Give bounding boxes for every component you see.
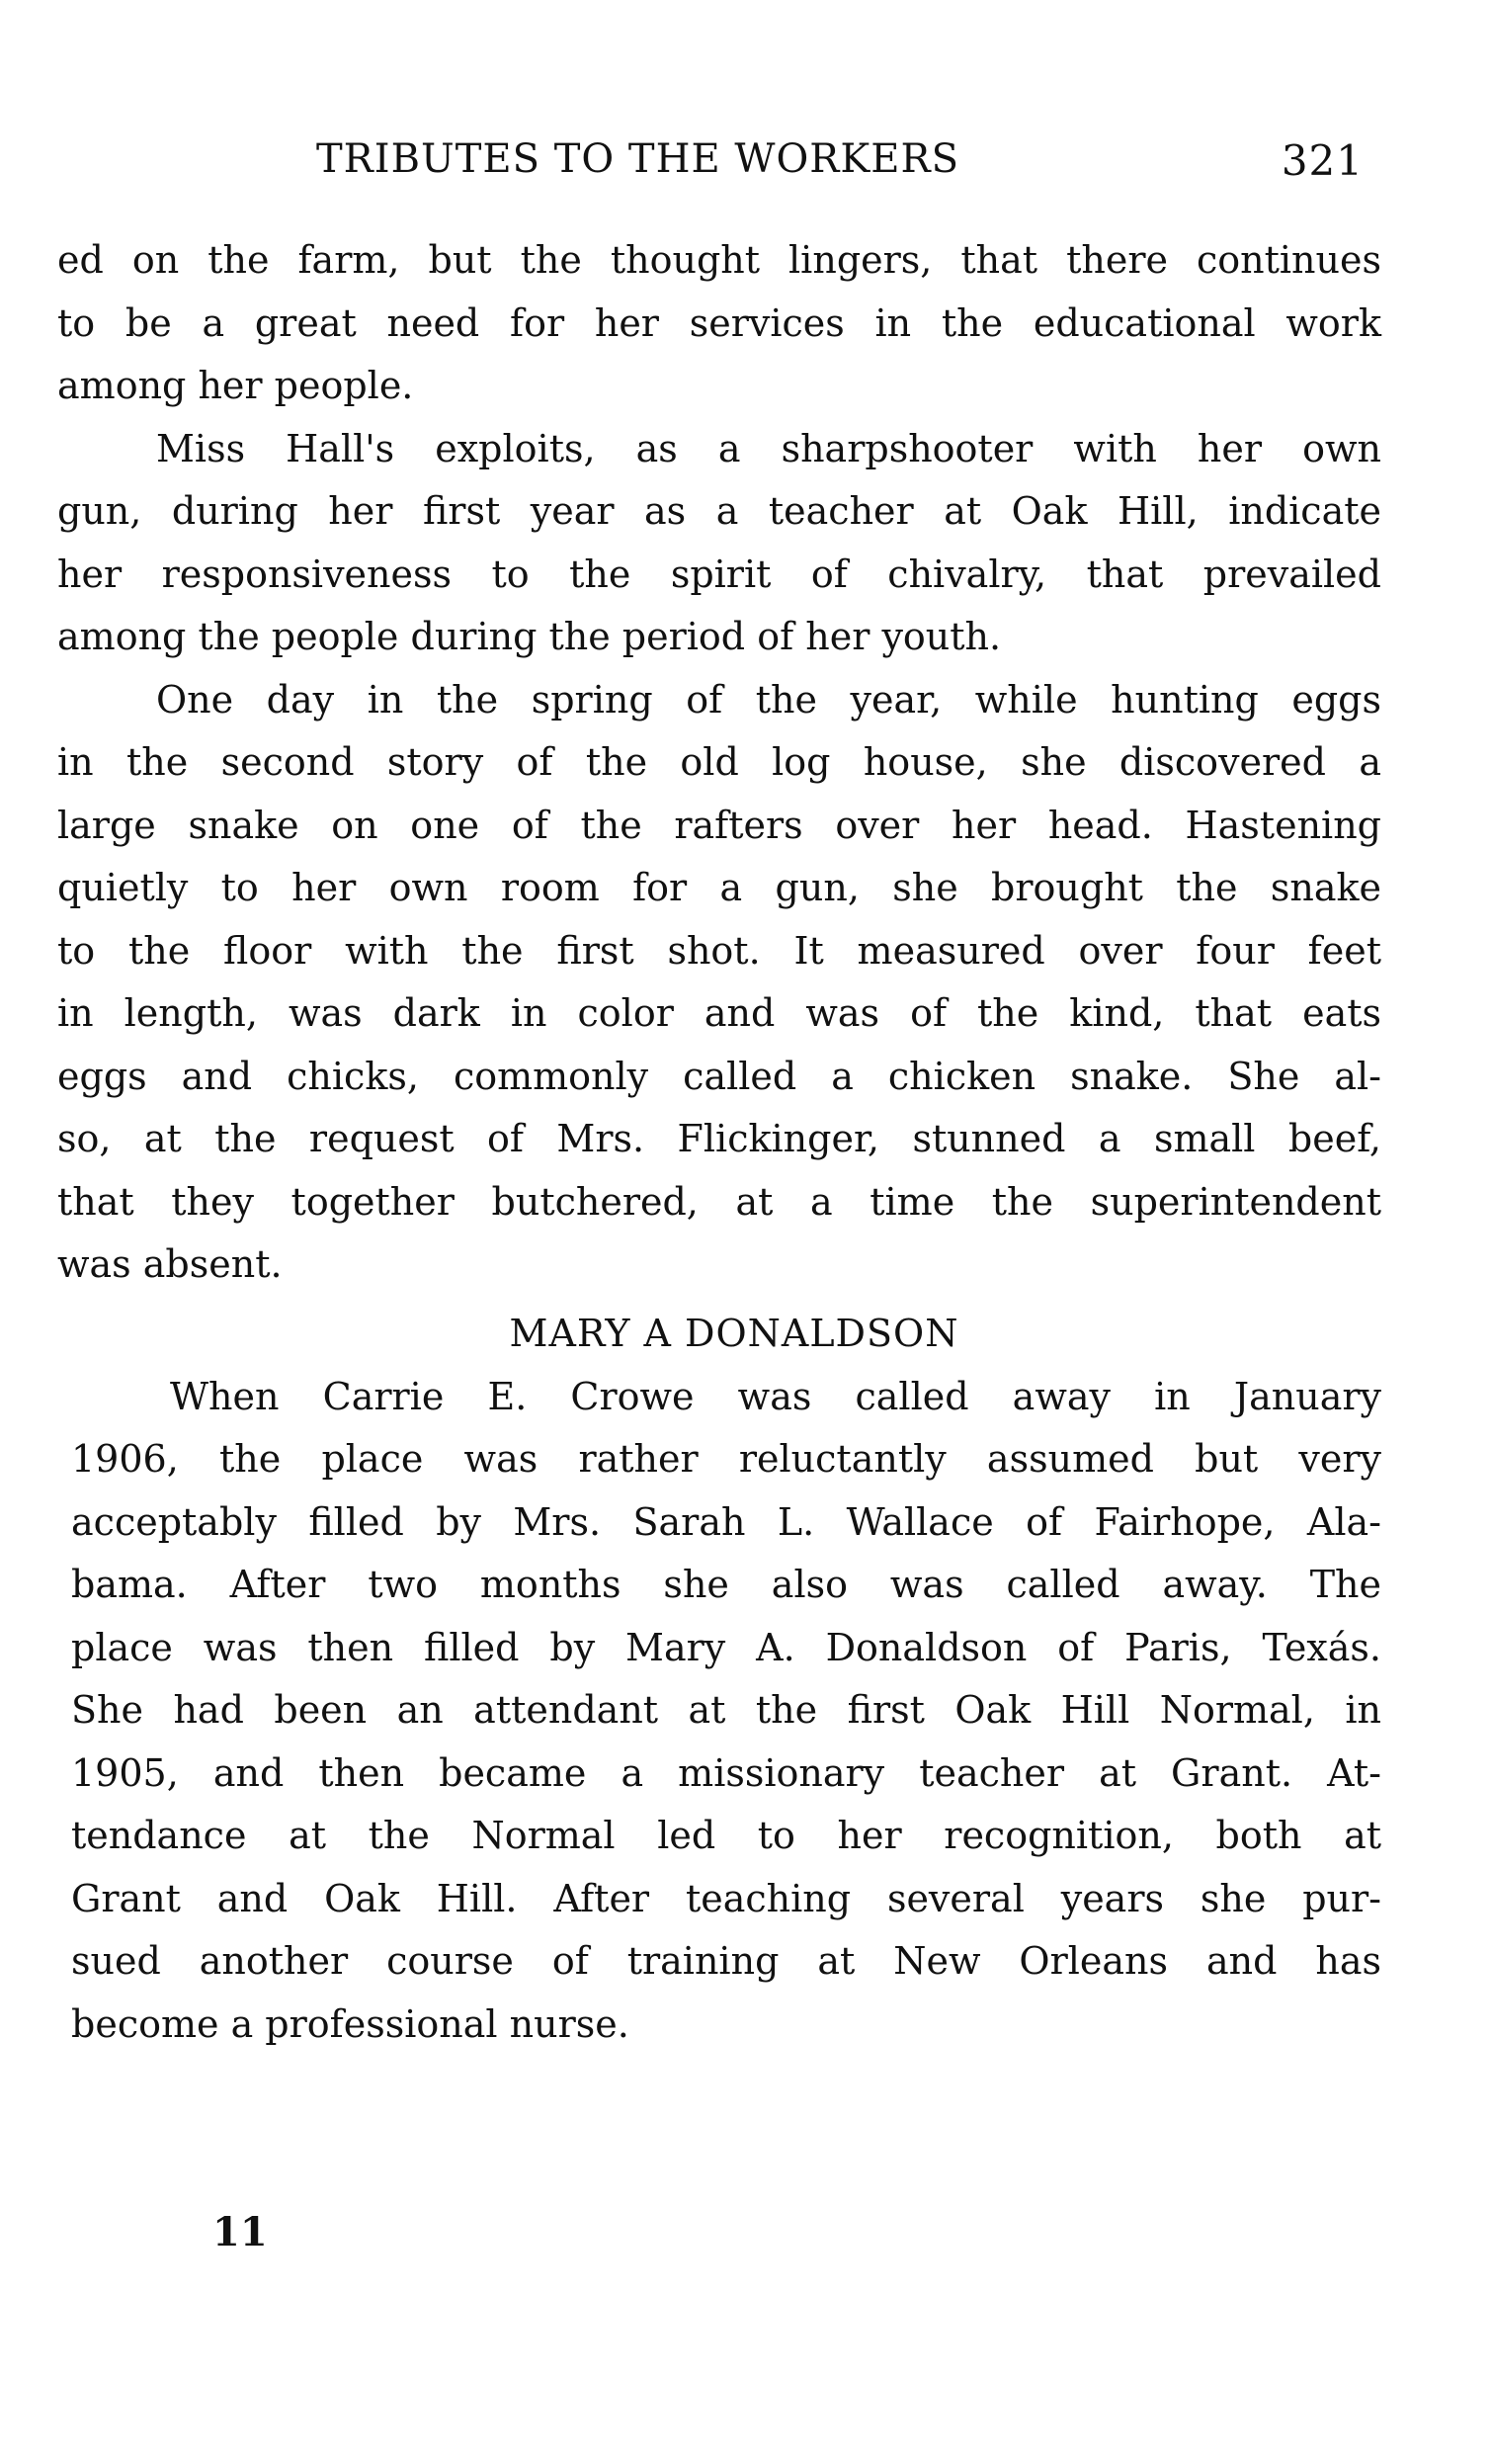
text-line: One day in the spring of the year, while hunting eggs	[156, 677, 1381, 722]
paragraph	[57, 418, 1381, 669]
paragraph	[57, 229, 1381, 418]
text-line: She had been an attendant at the first Oak Hill Normal, in	[71, 1688, 1381, 1732]
text-line: ed on the farm, but the thought lingers, that there continues	[57, 238, 1381, 282]
section-heading: MARY A DONALDSON	[509, 1311, 959, 1355]
text-line: Grant and Oak Hill. After teaching several years she pur-	[71, 1876, 1381, 1920]
text-line: bama. After two months she also was called away. The	[71, 1563, 1381, 1606]
text-line: her responsiveness to the spirit of chivalry, that prevailed	[57, 552, 1381, 596]
text-line: in the second story of the old log house, she discovered a	[57, 740, 1381, 784]
text-line: to be a great need for her services in the educational work	[57, 300, 1381, 345]
text-line: When Carrie E. Crowe was called away in January	[170, 1374, 1381, 1418]
text-line: among the people during the period of her youth.	[57, 615, 1002, 658]
text-line: Miss Hall's exploits, as a sharpshooter with her own	[156, 426, 1381, 470]
text-line: acceptably filled by Mrs. Sarah L. Wallace of Fairhope, Ala-	[71, 1499, 1381, 1544]
text-line: become a professional nurse.	[71, 2001, 629, 2046]
body-text	[57, 229, 1381, 2056]
text-line: that they together butchered, at a time the superintendent	[57, 1179, 1381, 1224]
text-line: sued another course of training at New Orleans and has	[71, 1939, 1381, 1983]
text-line: in length, was dark in color and was of the kind, that eats	[57, 991, 1381, 1035]
text-line: so, at the request of Mrs. Flickinger, stunned a small beef,	[57, 1117, 1381, 1160]
text-line: eggs and chicks, commonly called a chicken snake. She al-	[57, 1054, 1381, 1098]
page-number: 321	[1281, 136, 1364, 185]
signature-mark: 11	[212, 2209, 268, 2255]
text-line: among her people.	[57, 364, 414, 407]
text-line: gun, during her first year as a teacher at Oak Hill, indicate	[57, 489, 1381, 533]
text-line: quietly to her own room for a gun, she brought the snake	[57, 866, 1381, 909]
text-line: large snake on one of the rafters over her head. Hastening	[57, 803, 1381, 847]
text-line: 1905, and then became a missionary teacher at Grant. At-	[71, 1750, 1381, 1795]
text-line: to the floor with the first shot. It measured over four feet	[57, 928, 1381, 973]
text-line: was absent.	[57, 1242, 283, 1286]
paragraph	[57, 1366, 1381, 2057]
running-title: TRIBUTES TO THE WORKERS	[316, 136, 959, 182]
text-line: 1906, the place was rather reluctantly assumed but very	[71, 1437, 1381, 1481]
running-head	[316, 136, 1364, 196]
text-line: tendance at the Normal led to her recognition, both at	[71, 1814, 1381, 1857]
paragraph	[57, 669, 1381, 1297]
text-line: place was then filled by Mary A. Donaldson of Paris, Texás.	[71, 1625, 1381, 1669]
